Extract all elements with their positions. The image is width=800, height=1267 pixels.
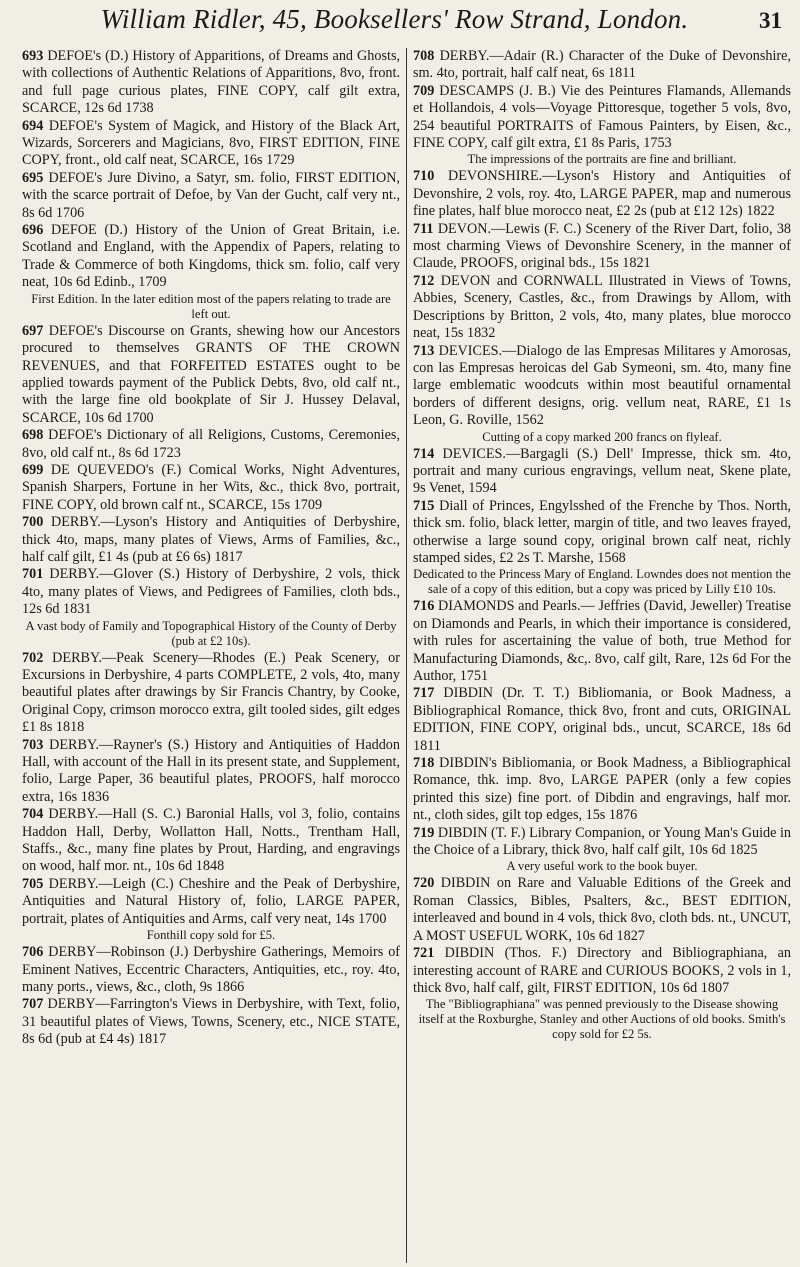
catalogue-entry (22, 806, 400, 876)
entry-number: 711 (413, 220, 434, 237)
entry-number: 694 (22, 117, 44, 134)
page-number: 31 (759, 8, 782, 33)
entry-text: DEFOE's Dictionary of all Religions, Customs, Ceremonies, 8vo, old calf nt., 8s 6d 1723 (22, 427, 400, 461)
entry-text: DIBDIN (Dr. T. T.) Bibliomania, or Book Madness, a Bibliographical Romance, thick 8vo, front and cuts, ORIGINAL EDITION, FINE COPY, original bds., uncut, SCARCE, 18s 6d 1811 (413, 685, 791, 754)
catalogue-entry (22, 566, 400, 618)
entry-number: 720 (413, 875, 435, 892)
entry-number: 707 (22, 996, 44, 1013)
entry-number: 706 (22, 944, 44, 961)
entry-number: 695 (22, 169, 44, 186)
entry-text: DEVICES.—Dialogo de las Empresas Militares y Amorosas, con las Empresas heroicas del Gab Symeoni, sm. 4to, many fine large emblematic woodcuts within most beautiful ornamental borders of different designs, orig. vellum neat, RARE, £1 1s Leon, G. Roville, 1562 (413, 342, 791, 429)
entry-text: First Edition. In the later edition most of the papers relating to trade are left out. (31, 291, 391, 321)
left-column (22, 48, 407, 1263)
entry-note (413, 430, 791, 445)
entry-number: 721 (413, 945, 435, 962)
catalogue-columns (22, 48, 794, 1263)
catalogue-entry (413, 598, 791, 685)
entry-number: 718 (413, 755, 435, 772)
catalogue-entry (22, 323, 400, 427)
catalogue-entry (22, 462, 400, 514)
entry-text: DERBY.—Adair (R.) Character of the Duke of Devonshire, sm. 4to, portrait, half calf neat, 6s 1811 (413, 48, 791, 82)
entry-text: A very useful work to the book buyer. (506, 859, 698, 874)
entry-number: 716 (413, 598, 435, 615)
entry-number: 715 (413, 497, 435, 514)
catalogue-entry (22, 118, 400, 170)
entry-text: The impressions of the portraits are fine and brilliant. (467, 152, 737, 167)
entry-number: 719 (413, 824, 435, 841)
catalogue-entry (413, 273, 791, 343)
catalogue-entry (413, 221, 791, 273)
entry-text: DEFOE's (D.) History of Apparitions, of Dreams and Ghosts, with collections of Authentic Relations of Apparitions, 8vo, front. and full page curious plates, FINE COPY, calf gilt extra, SCARCE, 12s 6d 1738 (22, 48, 401, 117)
catalogue-entry (22, 876, 400, 928)
entry-text: DERBY.—Leigh (C.) Cheshire and the Peak of Derbyshire, Antiquities and Natural History of, folio, LARGE PAPER, portrait, plates of Antiquities and Arms, calf very neat, 14s 1700 (22, 875, 401, 927)
entry-text: Cutting of a copy marked 200 francs on flyleaf. (482, 429, 722, 444)
entry-text: DERBY—Farrington's Views in Derbyshire, with Text, folio, 31 beautiful plates of Views, Towns, Scenery, etc., NICE STATE, 8s 6d (pub at £4 4s) 1817 (22, 996, 400, 1048)
entry-text: DEVON.—Lewis (F. C.) Scenery of the River Dart, folio, 38 most charming Views of Devonshire Scenery, in the manner of Claude, PROOFS, original bds., 15s 1821 (413, 220, 791, 272)
catalogue-entry (22, 514, 400, 566)
entry-number: 698 (22, 427, 44, 444)
entry-number: 701 (22, 566, 44, 583)
catalogue-entry (22, 944, 400, 996)
entry-text: Fonthill copy sold for £5. (146, 928, 276, 943)
entry-text: DERBY.—Lyson's History and Antiquities of Derbyshire, thick 4to, maps, many plates of Views, Arms of Families, &c., half calf gilt, £1 4s (pub at £6 6s) 1817 (22, 514, 401, 565)
right-column (407, 48, 791, 1263)
catalogue-entry (413, 48, 791, 83)
catalogue-entry (413, 945, 791, 997)
entry-text: DIBDIN on Rare and Valuable Editions of the Greek and Roman Classics, Bibles, Psalters, &c., BEST EDITION, interleaved and bound in 4 vols, thick 8vo, cloth bds. nt., UNCUT, A MOST USEFUL WORK, 10s 6d 1827 (413, 875, 791, 944)
catalogue-entry (22, 737, 400, 807)
catalogue-entry (22, 222, 400, 292)
entry-number: 717 (413, 685, 435, 702)
catalogue-entry (413, 343, 791, 430)
entry-text: DIBDIN (T. F.) Library Companion, or Young Man's Guide in the Choice of a Library, thick 8vo, half calf gilt, 10s 6d 1825 (413, 824, 791, 859)
catalogue-entry (413, 875, 791, 945)
catalogue-entry (413, 168, 791, 220)
entry-number: 702 (22, 649, 44, 666)
entry-number: 713 (413, 342, 435, 359)
entry-number: 700 (22, 514, 44, 531)
entry-note (413, 152, 791, 167)
catalogue-entry (413, 498, 791, 568)
entry-number: 714 (413, 445, 435, 462)
catalogue-entry (22, 48, 400, 118)
catalogue-entry (413, 755, 791, 825)
catalogue-entry (22, 427, 400, 462)
entry-text: DIAMONDS and Pearls.— Jeffries (David, Jeweller) Treatise on Diamonds and Pearls, in which their importance is considered, with rules for ascertaining the value of both, true Method for Manufacturing Diamonds, &c,. 8vo, calf gilt, Rare, 12s 6d For the Author, 1751 (413, 598, 791, 684)
entry-note (22, 928, 400, 943)
entry-text: DE QUEVEDO's (F.) Comical Works, Night Adventures, Spanish Sharpers, Fortune in her Wits, &c., thick 8vo, portrait, FINE COPY, old brown calf nt., SCARCE, 15s 1709 (22, 461, 400, 513)
entry-number: 708 (413, 48, 435, 64)
entry-number: 703 (22, 736, 44, 753)
entry-text: DIBDIN (Thos. F.) Directory and Bibliographiana, an interesting account of RARE and CURIOUS BOOKS, 2 vols in 1, thick 8vo, half calf, gilt, FIRST EDITION, 10s 6d 1807 (413, 945, 791, 996)
entry-note (22, 292, 400, 322)
entry-text: DEFOE's Jure Divino, a Satyr, sm. folio, FIRST EDITION, with the scarce portrait of Defoe, by Van der Gucht, calf very nt., 8s 6d 1706 (22, 169, 401, 221)
entry-note (413, 997, 791, 1042)
entry-text: DEFOE (D.) History of the Union of Great Britain, i.e. Scotland and England, with the Appendix of Papers, relating to Trade & Commerce of both Kingdoms, thick sm. folio, calf very neat, 10s 6d Edinb., 1709 (22, 222, 401, 291)
entry-text: DEFOE's System of Magick, and History of the Black Art, Wizards, Sorcerers and Magicians, 8vo, FIRST EDITION, FINE COPY, front., old calf neat, SCARCE, 16s 1729 (22, 117, 400, 169)
entry-text: DERBY.—Glover (S.) History of Derbyshire, 2 vols, thick 4to, many plates of Views, and Pedigrees of Families, cloth bds., 12s 6d 1831 (22, 566, 400, 618)
entry-number: 704 (22, 806, 44, 823)
entry-text: DERBY.—Hall (S. C.) Baronial Halls, vol 3, folio, contains Haddon Hall, Derby, Wollatton Hall, Notts., Trentham Hall, Staffs., &c., many fine plates by Prout, Harding, and engravings on wood, half mor. nt., 10s 6d 1848 (22, 806, 400, 875)
entry-text: DERBY—Robinson (J.) Derbyshire Gatherings, Memoirs of Eminent Natives, Eccentric Characters, Antiquities, etc., roy. 4to, many ports., views, &c., cloth, 9s 1866 (22, 944, 401, 995)
catalogue-entry (22, 996, 400, 1048)
entry-text: DERBY.—Peak Scenery—Rhodes (E.) Peak Scenery, or Excursions in Derbyshire, 4 parts COMPLETE, 2 vols, 4to, many beautiful plates after drawings by Sir Francis Chantry, by Cooke, Original Copy, crimson morocco extra, gilt tooled sides, gilt edges £1 8s 1818 (22, 649, 400, 736)
catalogue-entry (22, 650, 400, 737)
entry-text: DEVONSHIRE.—Lyson's History and Antiquities of Devonshire, 2 vols, roy. 4to, LARGE PAPER, map and numerous fine plates, half blue morocco neat, £2 2s (pub at £12 12s) 1822 (413, 168, 791, 220)
entry-note (22, 619, 400, 649)
entry-text: DESCAMPS (J. B.) Vie des Peintures Flamands, Allemands et Hollandois, 4 vols—Voyage Pittoresque, together 5 vols, 8vo, 254 beautiful PORTRAITS of Famous Painters, by Eisen, &c., FINE COPY, calf gilt extra, £1 8s Paris, 1753 (413, 82, 791, 152)
entry-text: DEVON and CORNWALL Illustrated in Views of Towns, Abbies, Scenery, Castles, &c., from Drawings by Allom, with Descriptions by Britton, 2 vols, 4to, many plates, blue morocco neat, 15s 1832 (413, 272, 791, 342)
entry-text: DEVICES.—Bargagli (S.) Dell' Impresse, thick sm. 4to, portrait and many curious engravings, vellum neat, Skene plate, 9s Venet, 1594 (413, 445, 791, 497)
catalogue-entry (413, 446, 791, 498)
entry-number: 709 (413, 82, 435, 99)
entry-text: A vast body of Family and Topographical History of the County of Derby (pub at £2 10s). (25, 618, 397, 648)
catalogue-entry (22, 170, 400, 222)
entry-note (413, 567, 791, 597)
catalogue-entry (413, 83, 791, 153)
page-header (30, 4, 782, 40)
entry-number: 705 (22, 875, 44, 892)
entry-note (413, 859, 791, 874)
entry-text: DIBDIN's Bibliomania, or Book Madness, a Bibliographical Romance, thk. imp. 8vo, LARGE PAPER (only a few copies printed this size) fine port. of Dibdin and engravings, half mor. nt., cloth sides, gilt top edges, 15s 1876 (413, 755, 791, 824)
catalogue-entry (413, 825, 791, 860)
entry-number: 693 (22, 48, 44, 64)
entry-number: 699 (22, 461, 44, 478)
entry-text: DEFOE's Discourse on Grants, shewing how our Ancestors procured to themselves GRANTS OF THE CROWN REVENUES, and that FORFEITED ESTATES ought to be applied towards payment of the Publick Debts, 8vo, old calf nt., with the large fine old bookplate of Sir J. Hussey Delaval, SCARCE, 10s 6d 1700 (22, 322, 401, 426)
catalogue-entry (413, 685, 791, 755)
running-title: William Ridler, 45, Booksellers' Row Strand, London. (100, 4, 689, 34)
entry-text: Dedicated to the Princess Mary of England. Lowndes does not mention the sale of a copy of this edition, but a copy was priced by Lilly £10 10s. (413, 567, 791, 597)
entry-text: The "Bibliographiana" was penned previously to the Disease showing itself at the Roxburghe, Stanley and other Auctions of old books. Smith's copy sold for £2 5s. (418, 997, 786, 1042)
entry-number: 697 (22, 322, 44, 339)
entry-text: DERBY.—Rayner's (S.) History and Antiquities of Haddon Hall, with account of the Hall in its present state, and Supplement, folio, Large Paper, 36 beautiful plates, PROOFS, half morocco extra, 16s 1836 (22, 736, 400, 805)
entry-number: 710 (413, 168, 435, 185)
entry-text: Diall of Princes, Engylsshed of the Frenche by Thos. North, thick sm. folio, black letter, margin of title, and two leaves frayed, otherwise a large sound copy, original brown calf neat, richly stamped sides, £2 2s T. Marshe, 1568 (413, 497, 791, 566)
entry-number: 696 (22, 222, 44, 239)
entry-number: 712 (413, 272, 435, 289)
